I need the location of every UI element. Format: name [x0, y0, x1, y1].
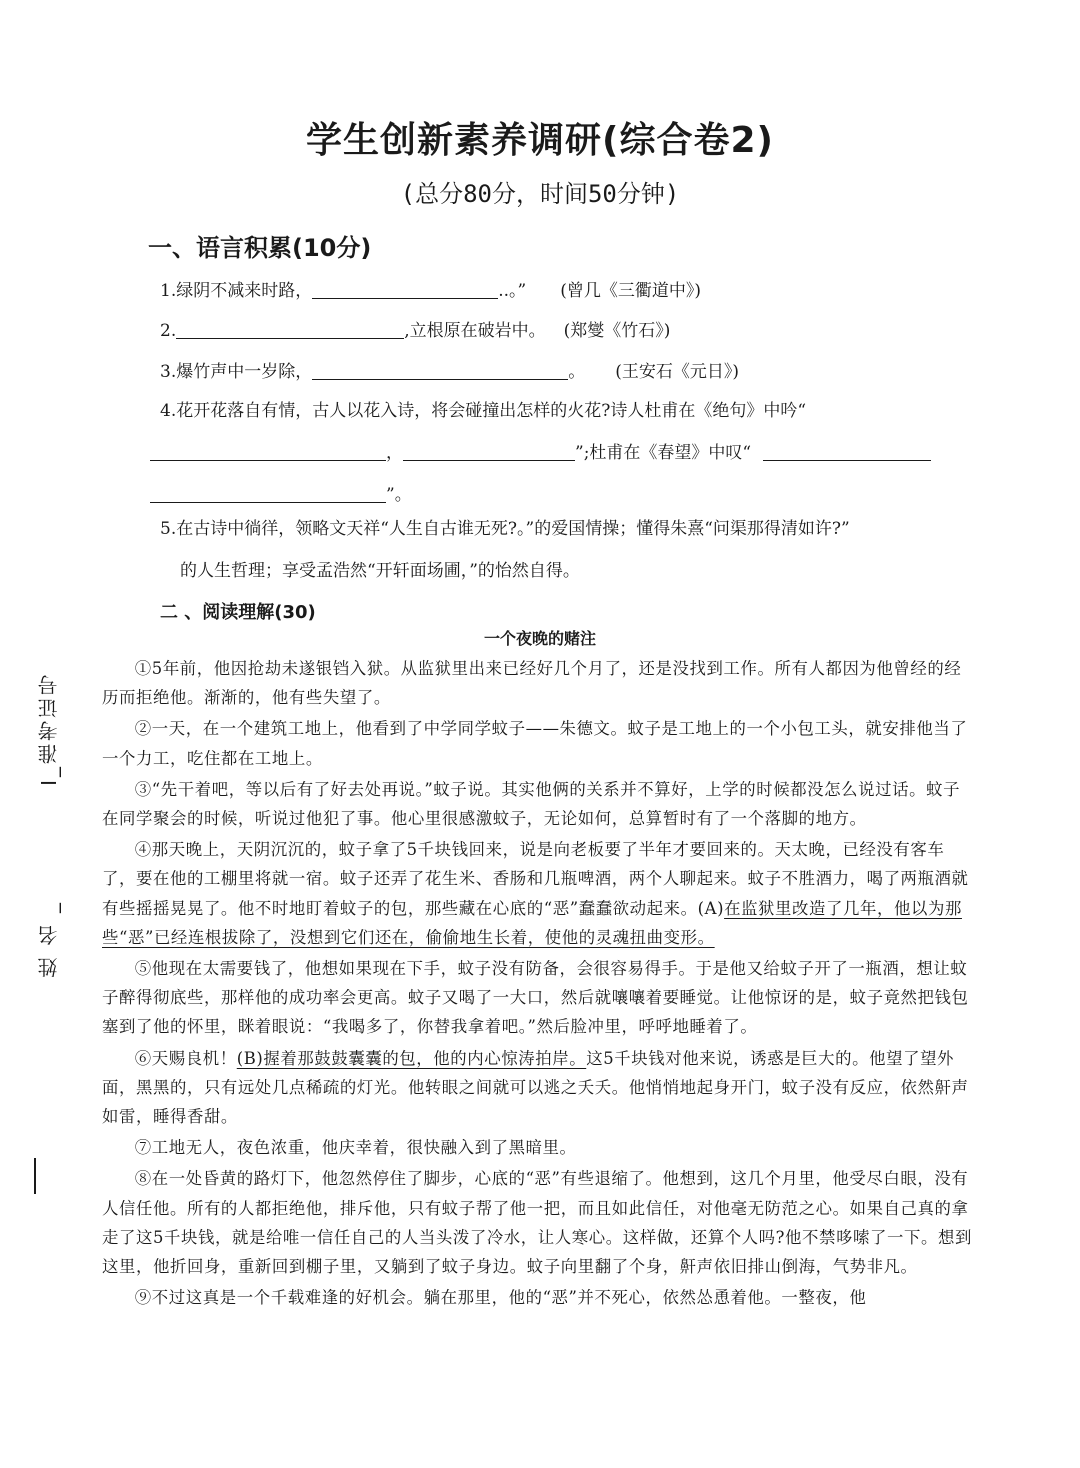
question-5-line2: 的人生哲理；享受孟浩然“开轩面场圃，”的怡然自得。 [180, 561, 580, 581]
q2-prefix: 2. [160, 321, 177, 341]
paragraph-9: ⑨不过这真是一个千载难逢的好机会。躺在那里，他的“恶”并不死心，依然怂恿着他。一整夜，他 [134, 1288, 867, 1308]
underlined-sentence-a: 在监狱里改造了几年，他以为那些“恶”已经连根拔除了，没想到它们还在，偷偷地生长着，使他的灵魂扭曲变形。 [102, 898, 962, 947]
paragraph-7: ⑦工地无人，夜色浓重，他庆幸着，很快融入到了黑暗里。 [134, 1138, 577, 1158]
q4-blank-2[interactable] [403, 442, 575, 461]
question-5-line1: 5.在古诗中徜徉，领略文天祥“人生自古谁无死?。”的爱国情操；懂得朱熹“问渠那得清如许?” [160, 519, 850, 539]
q3-middle: 。 [568, 362, 586, 382]
q3-source: (王安石《元日》) [615, 362, 739, 382]
paragraph-8: ⑧在一处昏黄的路灯下，他忽然停住了脚步，心底的“恶”有些退缩了。他想到，这几个月里，他受尽白眼，没有人信任他。所有的人都拒绝他，排斥他，只有蚊子帮了他一把，而且如此信任，对他毫无防范之心。如果自己真的拿走了这5千块钱，就是给唯一信任自己的人当头泼了冷水，让人寒心。这样做，还算个人吗?他不禁哆嗦了一下。想到这里，他折回身，重新回到棚子里，又躺到了蚊子身边。蚊子向里翻了个身，鼾声依旧排山倒海，气势非凡。 [102, 1169, 972, 1277]
paragraph-4 [102, 835, 976, 952]
q3-prefix: 3.爆竹声中一岁除， [160, 362, 313, 382]
question-1 [160, 276, 701, 301]
q2-middle: ,立根原在破岩中。 [404, 321, 546, 341]
q4-blank-4[interactable] [150, 484, 386, 503]
underlined-sentence-b: (B)握着那鼓鼓囊囊的包，他的内心惊涛拍岸。 [236, 1048, 587, 1068]
paragraph-5: ⑤他现在太需要钱了，他想如果现在下手，蚊子没有防备，会很容易得手。于是他又给蚊子开了一瓶酒，想让蚊子醉得彻底些，那样他的成功率会更高。蚊子又喝了一大口，然后就嚷嚷着要睡觉。让他惊讶的是，蚊子竟然把钱包塞到了他的怀里，眯着眼说：“我喝多了，你替我拿着吧。”然后脸冲里，呼呼地睡着了。 [102, 959, 969, 1037]
section1-heading: 一、语言积累(10分) [148, 234, 372, 262]
q1-blank[interactable] [312, 280, 498, 299]
question-2 [160, 316, 670, 341]
paragraph-6-lead: ⑥天赐良机！ [134, 1048, 237, 1068]
q4-comma: ， [386, 443, 403, 463]
question-4-line1: 4.花开花落自有情，古人以花入诗，将会碰撞出怎样的火花?诗人杜甫在《绝句》中吟“ [160, 401, 807, 421]
q2-blank[interactable] [176, 320, 404, 339]
question-3 [160, 357, 739, 382]
q4-middle: ”;杜甫在《春望》中叹“ [575, 443, 752, 463]
exam-id-label: I_准考证号 [37, 672, 61, 786]
paragraph-3: ③“先干着吧，等以后有了好去处再说。”蚊子说。其实他俩的关系并不算好，上学的时候都没怎么说过话。蚊子在同学聚会的时候，听说过他犯了事。他心里很感激蚊子，无论如何，总算暂时有了一个落脚的地方。 [102, 779, 961, 829]
exam-subtitle: (总分80分，时间50分钟) [400, 180, 680, 208]
q1-tail: ..。” [498, 281, 527, 301]
question-4-line2 [150, 438, 931, 463]
page-title: 学生创新素养调研(综合卷2) [306, 120, 774, 161]
article-body [102, 654, 976, 1312]
paragraph-6 [102, 1044, 976, 1132]
paragraph-6-text: 这5千块钱对他来说，诱惑是巨大的。他望了望外面，黑黑的，只有远处几点稀疏的灯光。他转眼之间就可以逃之夭夭。他悄悄地起身开门，蚊子没有反应，依然鼾声如雷，睡得香甜。 [102, 1048, 969, 1127]
question-4-line3 [150, 480, 412, 505]
q2-source: (郑燮《竹石》) [563, 321, 671, 341]
article-title: 一个夜晚的赌注 [483, 629, 596, 648]
q4-end: ”。 [386, 485, 412, 505]
q4-blank-3[interactable] [763, 442, 931, 461]
binding-mark [34, 1158, 38, 1194]
paragraph-4-text: ④那天晚上，天阴沉沉的，蚊子拿了5千块钱回来，说是向老板要了半年才要回来的。天太晚，已经没有客车了，要在他的工棚里将就一宿。蚊子还弄了花生米、香肠和几瓶啤酒，两个人聊起来。蚊子不胜酒力，喝了两瓶酒就有些摇摇晃晃了。他不时地盯着蚊子的包，那些藏在心底的“恶”蠢蠢欲动起来。(A) [102, 840, 969, 918]
section2-heading: 二 、阅读理解(30) [160, 602, 316, 623]
q1-source: (曾几《三衢道中》) [560, 281, 701, 301]
q4-blank-1[interactable] [150, 442, 386, 461]
q1-prefix: 1.绿阴不减来时路， [160, 281, 313, 301]
name-label: 姓 名 _ [37, 900, 61, 978]
paragraph-1: ①5年前，他因抢劫未遂银铛入狱。从监狱里出来已经好几个月了，还是没找到工作。所有人都因为他曾经的经历而拒绝他。渐渐的，他有些失望了。 [102, 659, 962, 708]
q3-blank[interactable] [312, 361, 568, 380]
paragraph-2: ②一天，在一个建筑工地上，他看到了中学同学蚊子——朱德文。蚊子是工地上的一个小包工头，就安排他当了一个力工，吃住都在工地上。 [102, 719, 968, 768]
